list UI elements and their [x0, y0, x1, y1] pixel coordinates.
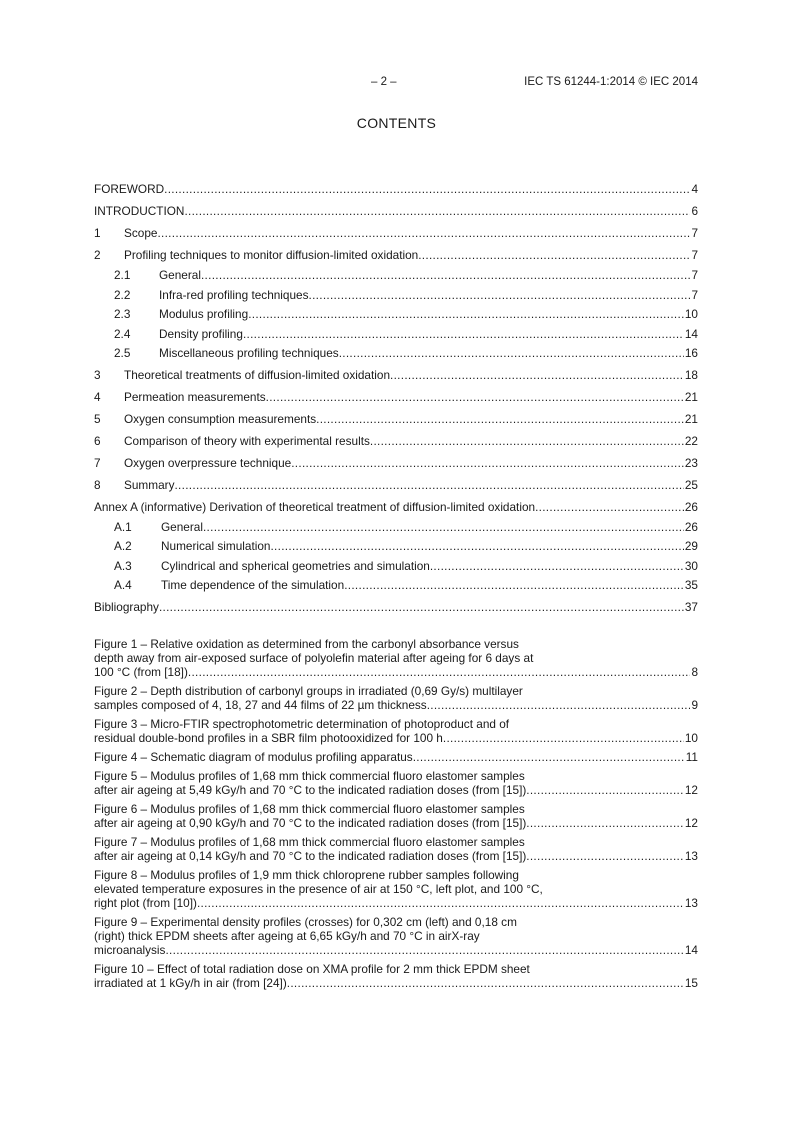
- dot-leader: [316, 408, 684, 430]
- dot-leader: [157, 222, 690, 244]
- toc-entry[interactable]: [94, 364, 698, 386]
- toc-entry-label: Modulus profiling: [159, 307, 249, 321]
- toc-entry-number: 2.2: [114, 287, 131, 302]
- dot-leader: [203, 518, 684, 538]
- dot-leader: [201, 266, 690, 286]
- toc-entry-page: 21: [684, 411, 698, 426]
- toc-entry[interactable]: [94, 325, 698, 345]
- figure-caption-line: Figure 7 – Modulus profiles of 1,68 mm thick commercial fluoro elastomer samples: [94, 835, 525, 849]
- dot-leader: [164, 178, 690, 200]
- toc-entry[interactable]: [94, 200, 698, 222]
- toc-entry[interactable]: [94, 222, 698, 244]
- figure-entry[interactable]: [94, 717, 698, 745]
- toc-entry-number: 2.4: [114, 326, 131, 341]
- toc-entry-page: 6: [691, 204, 698, 218]
- figure-caption-final-line: [94, 816, 698, 830]
- dot-leader: [270, 537, 683, 557]
- figure-entry[interactable]: [94, 868, 698, 910]
- toc-entry-label: Summary: [124, 477, 175, 492]
- toc-entry-page: 7: [691, 226, 698, 240]
- toc-entry-page: 7: [691, 248, 698, 262]
- figure-caption-final-line: [94, 731, 698, 745]
- toc-entry[interactable]: [94, 386, 698, 408]
- toc-entry-number: 7: [94, 455, 101, 470]
- figure-caption-text: after air ageing at 0,90 kGy/h and 70 °C to the indicated radiation doses (from [15]): [94, 816, 527, 830]
- figure-caption-final-line: [94, 750, 698, 764]
- dot-leader: [174, 474, 683, 496]
- dot-leader: [266, 386, 684, 408]
- toc-entry[interactable]: [94, 266, 698, 286]
- table-of-contents: [94, 178, 698, 618]
- figure-entry[interactable]: [94, 750, 698, 764]
- toc-entry-number: 2.5: [114, 346, 131, 360]
- figure-caption-text: microanalysis: [94, 943, 166, 957]
- figure-caption-line: Figure 8 – Modulus profiles of 1,9 mm thick chloroprene rubber samples following: [94, 868, 519, 882]
- dot-leader: [339, 344, 684, 364]
- figure-caption-line: Figure 9 – Experimental density profiles (crosses) for 0,302 cm (left) and 0,18 cm: [94, 915, 517, 929]
- toc-entry-number: A.1: [114, 519, 132, 534]
- toc-entry[interactable]: [94, 178, 698, 200]
- dot-leader: [159, 596, 684, 618]
- figure-page: 9: [691, 698, 698, 712]
- toc-entry-page: 16: [684, 346, 698, 360]
- figure-entry[interactable]: [94, 962, 698, 990]
- dot-leader: [526, 849, 684, 863]
- toc-entry-label: General: [161, 519, 203, 534]
- toc-entry-page: 30: [684, 558, 698, 573]
- figure-page: 15: [684, 976, 698, 990]
- figure-caption-final-line: [94, 698, 698, 712]
- dot-leader: [165, 943, 683, 957]
- dot-leader: [243, 325, 684, 345]
- figure-caption-text: right plot (from [10]): [94, 896, 197, 910]
- dot-leader: [535, 496, 684, 518]
- contents-title: CONTENTS: [356, 115, 437, 131]
- toc-entry-label: INTRODUCTION: [94, 204, 185, 218]
- toc-entry[interactable]: [94, 537, 698, 557]
- toc-entry[interactable]: [94, 244, 698, 266]
- figure-caption-text: 100 °C (from [18]): [94, 665, 188, 679]
- toc-entry-label: Infra-red profiling techniques: [159, 287, 309, 302]
- figure-caption-text: samples composed of 4, 18, 27 and 44 films of 22 µm thickness: [94, 698, 427, 712]
- figure-page: 8: [691, 665, 698, 679]
- toc-entry-page: 7: [691, 268, 698, 282]
- dot-leader: [418, 244, 690, 266]
- toc-entry-label: FOREWORD: [94, 182, 165, 196]
- figure-entry[interactable]: [94, 802, 698, 830]
- toc-entry-label: Profiling techniques to monitor diffusion-limited oxidation: [124, 248, 419, 262]
- toc-entry-page: 14: [684, 326, 698, 341]
- dot-leader: [184, 200, 690, 222]
- toc-entry-page: 18: [684, 367, 698, 382]
- toc-entry-label: Cylindrical and spherical geometries and simulation: [161, 558, 430, 573]
- dot-leader: [197, 896, 684, 910]
- toc-entry-number: 8: [94, 477, 101, 492]
- toc-entry[interactable]: [94, 557, 698, 577]
- figure-page: 14: [684, 943, 698, 957]
- toc-entry[interactable]: [94, 286, 698, 306]
- figure-page: 10: [684, 731, 698, 745]
- toc-entry-page: 29: [684, 539, 698, 553]
- figure-caption-text: after air ageing at 5,49 kGy/h and 70 °C to the indicated radiation doses (from [15]): [94, 783, 527, 797]
- figure-caption-final-line: [94, 665, 698, 679]
- toc-entry[interactable]: [94, 344, 698, 364]
- toc-entry[interactable]: [94, 596, 698, 618]
- toc-entry[interactable]: [94, 430, 698, 452]
- dot-leader: [287, 976, 684, 990]
- dot-leader: [188, 665, 691, 679]
- figure-entry[interactable]: [94, 915, 698, 957]
- toc-entry[interactable]: [94, 576, 698, 596]
- dot-leader: [526, 783, 684, 797]
- figure-caption-final-line: [94, 783, 698, 797]
- toc-entry-label: Permeation measurements: [124, 389, 266, 404]
- toc-entry-number: A.2: [114, 539, 132, 553]
- standard-reference: IEC TS 61244-1:2014 © IEC 2014: [524, 76, 698, 88]
- list-of-figures: [94, 637, 698, 995]
- toc-entry-label: Annex A (informative) Derivation of theoretical treatment of diffusion-limited oxidation: [94, 499, 536, 514]
- figure-caption-final-line: [94, 943, 698, 957]
- dot-leader: [443, 731, 684, 745]
- toc-entry-page: 10: [684, 307, 698, 321]
- toc-entry-label: Scope: [124, 226, 158, 240]
- figure-caption-text: after air ageing at 0,14 kGy/h and 70 °C to the indicated radiation doses (from [15]): [94, 849, 527, 863]
- dot-leader: [430, 557, 684, 577]
- toc-entry-label: Bibliography: [94, 599, 159, 614]
- dot-leader: [248, 305, 684, 325]
- toc-entry[interactable]: [94, 474, 698, 496]
- figure-entry[interactable]: [94, 637, 698, 679]
- figure-entry[interactable]: [94, 769, 698, 797]
- toc-entry-number: 5: [94, 411, 101, 426]
- toc-entry-number: 3: [94, 367, 101, 382]
- toc-entry-page: 22: [684, 433, 698, 448]
- figure-entry[interactable]: [94, 684, 698, 712]
- toc-entry-number: 6: [94, 433, 101, 448]
- figure-caption-text: residual double-bond profiles in a SBR film photooxidized for 100 h: [94, 731, 443, 745]
- toc-entry-number: A.4: [114, 578, 132, 592]
- figure-caption-final-line: [94, 976, 698, 990]
- figure-page: 13: [684, 849, 698, 863]
- dot-leader: [390, 364, 684, 386]
- toc-entry-label: Oxygen overpressure technique: [124, 455, 292, 470]
- figure-caption-line: Figure 2 – Depth distribution of carbonyl groups in irradiated (0,69 Gy/s) multilayer: [94, 684, 523, 698]
- toc-entry-label: Numerical simulation: [161, 539, 271, 553]
- toc-entry-page: 35: [684, 578, 698, 592]
- toc-entry[interactable]: [94, 518, 698, 538]
- toc-entry[interactable]: [94, 305, 698, 325]
- toc-entry-number: 4: [94, 389, 101, 404]
- toc-entry-label: General: [159, 268, 201, 282]
- page-number: – 2 –: [371, 76, 397, 88]
- toc-entry-page: 37: [684, 599, 698, 614]
- figure-caption-line: (right) thick EPDM sheets after ageing at 6,65 kGy/h and 70 °C in airX-ray: [94, 929, 480, 943]
- dot-leader: [526, 816, 684, 830]
- toc-entry[interactable]: [94, 452, 698, 474]
- figure-caption-text: Figure 4 – Schematic diagram of modulus profiling apparatus: [94, 750, 413, 764]
- figure-page: 13: [684, 896, 698, 910]
- toc-entry-page: 4: [691, 182, 698, 196]
- page-header: [0, 76, 793, 92]
- figure-page: 11: [685, 750, 698, 764]
- toc-entry[interactable]: [94, 408, 698, 430]
- figure-caption-text: irradiated at 1 kGy/h in air (from [24]): [94, 976, 287, 990]
- figure-page: 12: [684, 783, 698, 797]
- toc-entry-number: 2.3: [114, 307, 131, 321]
- toc-entry-page: 26: [684, 519, 698, 534]
- toc-entry-page: 26: [684, 499, 698, 514]
- toc-entry-number: 1: [94, 226, 101, 240]
- toc-entry-label: Time dependence of the simulation: [161, 578, 345, 592]
- toc-entry-number: A.3: [114, 558, 132, 573]
- dot-leader: [344, 576, 684, 596]
- figure-caption-line: Figure 10 – Effect of total radiation dose on XMA profile for 2 mm thick EPDM sheet: [94, 962, 530, 976]
- figure-caption-line: Figure 3 – Micro-FTIR spectrophotometric determination of photoproduct and of: [94, 717, 510, 731]
- figure-caption-line: elevated temperature exposures in the presence of air at 150 °C, left plot, and 100 °C,: [94, 882, 543, 896]
- dot-leader: [370, 430, 684, 452]
- toc-entry-label: Miscellaneous profiling techniques: [159, 346, 339, 360]
- toc-entry-label: Theoretical treatments of diffusion-limited oxidation: [124, 367, 391, 382]
- figure-caption-line: Figure 5 – Modulus profiles of 1,68 mm thick commercial fluoro elastomer samples: [94, 769, 525, 783]
- toc-entry-label: Density profiling: [159, 326, 243, 341]
- figure-caption-line: Figure 6 – Modulus profiles of 1,68 mm thick commercial fluoro elastomer samples: [94, 802, 525, 816]
- figure-entry[interactable]: [94, 835, 698, 863]
- figure-caption-line: Figure 1 – Relative oxidation as determined from the carbonyl absorbance versus: [94, 637, 519, 651]
- toc-entry-page: 23: [684, 455, 698, 470]
- toc-entry[interactable]: [94, 496, 698, 518]
- figure-caption-line: depth away from air-exposed surface of polyolefin material after ageing for 6 days at: [94, 651, 534, 665]
- dot-leader: [413, 750, 685, 764]
- toc-entry-page: 7: [691, 287, 698, 302]
- dot-leader: [427, 698, 691, 712]
- toc-entry-number: 2.1: [114, 268, 131, 282]
- toc-entry-number: 2: [94, 248, 101, 262]
- dot-leader: [291, 452, 684, 474]
- toc-entry-label: Oxygen consumption measurements: [124, 411, 317, 426]
- toc-entry-page: 21: [684, 389, 698, 404]
- figure-caption-final-line: [94, 896, 698, 910]
- toc-entry-page: 25: [684, 477, 698, 492]
- figure-page: 12: [684, 816, 698, 830]
- dot-leader: [309, 286, 691, 306]
- figure-caption-final-line: [94, 849, 698, 863]
- toc-entry-label: Comparison of theory with experimental results: [124, 433, 370, 448]
